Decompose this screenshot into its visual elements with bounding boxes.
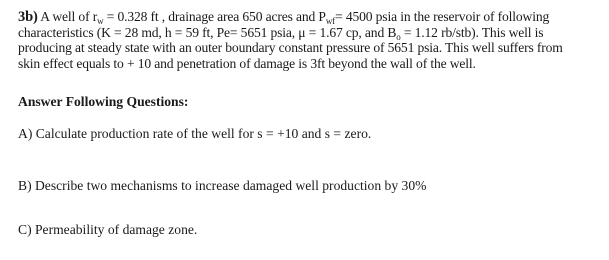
question-b: B) Describe two mechanisms to increase damaged well production by 30% bbox=[18, 178, 427, 193]
problem-text-4: skin effect equals to + 10 and penetration of damage is 3ft beyond the wall of the well. bbox=[18, 55, 476, 71]
problem-text-3: producing at steady state with an outer boundary constant pressure of 5651 psia. This well suffers from bbox=[18, 40, 563, 56]
answer-heading: Answer Following Questions: bbox=[18, 94, 189, 109]
problem-text-2b: = 1.12 rb/stb). This well is bbox=[400, 25, 544, 41]
question-a: A) Calculate production rate of the well for s = +10 and s = zero. bbox=[18, 126, 372, 141]
problem-number: 3b) bbox=[18, 9, 38, 25]
subscript-wf: wf bbox=[325, 16, 336, 26]
problem-text-2a: characteristics (K = 28 md, h = 59 ft, Pe= 5651 psia, μ = 1.67 cp, and B bbox=[18, 25, 397, 41]
subscript-w: w bbox=[97, 16, 104, 26]
problem-statement bbox=[18, 9, 604, 71]
question-c: C) Permeability of damage zone. bbox=[18, 222, 198, 237]
problem-text-1c: = 4500 psia in the reservoir of following bbox=[335, 9, 550, 24]
problem-text-1b: = 0.328 ft , drainage area 650 acres and P bbox=[103, 9, 326, 24]
problem-text-1a: A well of r bbox=[37, 9, 98, 24]
subscript-o: o bbox=[396, 32, 401, 43]
document-page bbox=[18, 9, 604, 237]
